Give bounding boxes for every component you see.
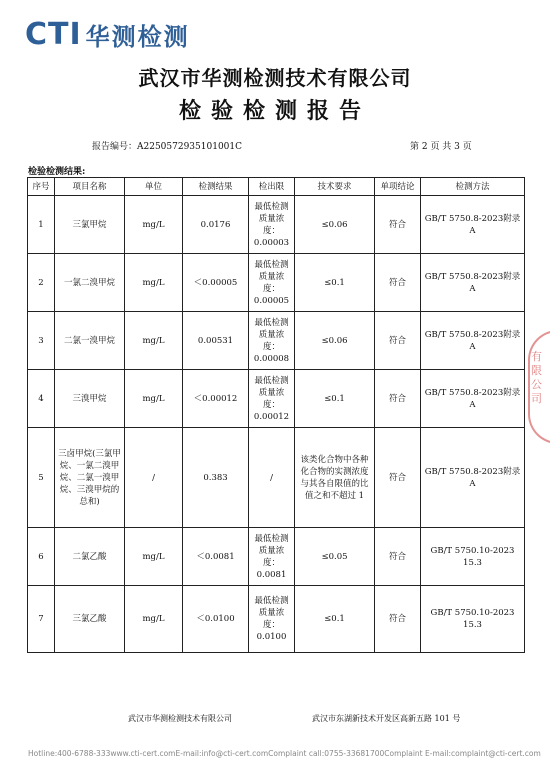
table-row [28, 528, 525, 586]
cell-requirement: ≤0.1 [295, 254, 375, 312]
cell-detection-limit: / [249, 428, 295, 528]
cell-method: GB/T 5750.8-2023附录 A [421, 370, 525, 428]
cell-item: 三氯甲烷 [55, 196, 125, 254]
table-header-row [28, 178, 525, 196]
cell-result: 0.0176 [183, 196, 249, 254]
cell-conclusion: 符合 [375, 196, 421, 254]
cell-item: 三氯乙酸 [55, 586, 125, 653]
header-item: 项目名称 [55, 178, 125, 196]
results-table [27, 177, 525, 653]
cell-requirement: ≤0.05 [295, 528, 375, 586]
cell-detection-limit: 最低检测质量浓度：0.00005 [249, 254, 295, 312]
table-row [28, 254, 525, 312]
cell-unit: mg/L [125, 254, 183, 312]
cell-conclusion: 符合 [375, 428, 421, 528]
cell-detection-limit: 最低检测质量浓度：0.0100 [249, 586, 295, 653]
cell-detection-limit: 最低检测质量浓度：0.00012 [249, 370, 295, 428]
table-row [28, 196, 525, 254]
cell-result: ＜0.0081 [183, 528, 249, 586]
report-title: 检验检测报告 [178, 98, 371, 124]
header-result: 检测结果 [183, 178, 249, 196]
cell-item: 二氯乙酸 [55, 528, 125, 586]
cell-unit: mg/L [125, 370, 183, 428]
cell-unit: mg/L [125, 586, 183, 653]
cell-conclusion: 符合 [375, 370, 421, 428]
footer-address: 武汉市东湖新技术开发区高新五路 101 号 [312, 714, 461, 723]
complaint-call: Complaint call:0755-33681700 [268, 749, 385, 758]
cell-method: GB/T 5750.8-2023附录 A [421, 254, 525, 312]
table-row [28, 428, 525, 528]
cell-detection-limit: 最低检测质量浓度：0.00003 [249, 196, 295, 254]
header-index: 序号 [28, 178, 55, 196]
cell-index: 5 [28, 428, 55, 528]
cell-requirement: ≤0.06 [295, 312, 375, 370]
table-row [28, 370, 525, 428]
cell-result: ＜0.00005 [183, 254, 249, 312]
page-indicator: 第 2 页 共 3 页 [410, 142, 472, 152]
cell-item: 二氯一溴甲烷 [55, 312, 125, 370]
cell-result: ＜0.0100 [183, 586, 249, 653]
cell-requirement: ≤0.1 [295, 586, 375, 653]
table-row [28, 586, 525, 653]
cell-method: GB/T 5750.8-2023附录 A [421, 196, 525, 254]
cell-conclusion: 符合 [375, 312, 421, 370]
cell-detection-limit: 最低检测质量浓度：0.0081 [249, 528, 295, 586]
header-conclusion: 单项结论 [375, 178, 421, 196]
cell-conclusion: 符合 [375, 528, 421, 586]
email: E-mail:info@cti-cert.com [175, 749, 269, 758]
footer-company: 武汉市华测检测技术有限公司 [128, 714, 232, 723]
cell-item: 三溴甲烷 [55, 370, 125, 428]
cell-conclusion: 符合 [375, 254, 421, 312]
cell-detection-limit: 最低检测质量浓度：0.00008 [249, 312, 295, 370]
table-row [28, 312, 525, 370]
cell-index: 2 [28, 254, 55, 312]
cell-method: GB/T 5750.8-2023附录 A [421, 428, 525, 528]
logo-chinese-name: 华测检测 [85, 22, 190, 51]
section-label: 检验检测结果: [28, 167, 86, 177]
cell-index: 7 [28, 586, 55, 653]
cell-unit: mg/L [125, 196, 183, 254]
company-name: 武汉市华测检测技术有限公司 [138, 66, 412, 90]
header-requirement: 技术要求 [295, 178, 375, 196]
cell-requirement: 该类化合物中各种化合物的实测浓度与其各自限值的比值之和不超过 1 [295, 428, 375, 528]
cell-unit: mg/L [125, 528, 183, 586]
cell-conclusion: 符合 [375, 586, 421, 653]
seal-text: 有限公司 [531, 350, 542, 405]
cell-item: 一氯二溴甲烷 [55, 254, 125, 312]
cell-requirement: ≤0.1 [295, 370, 375, 428]
header-detection-limit: 检出限 [249, 178, 295, 196]
cell-requirement: ≤0.06 [295, 196, 375, 254]
cell-index: 1 [28, 196, 55, 254]
complaint-email: Complaint E-mail:complaint@cti-cert.com [384, 749, 541, 758]
report-number: 报告编号：A2250572935101001C [92, 142, 243, 152]
header-method: 检测方法 [421, 178, 525, 196]
hotline: Hotline:400-6788-333 [28, 749, 111, 758]
logo-brand: CTI [25, 16, 82, 52]
cell-item: 三卤甲烷(三氯甲烷、一氯二溴甲烷、二氯一溴甲烷、三溴甲烷的总和) [55, 428, 125, 528]
cell-unit: / [125, 428, 183, 528]
cell-method: GB/T 5750.8-2023附录 A [421, 312, 525, 370]
cti-logo [25, 14, 190, 54]
cell-result: 0.383 [183, 428, 249, 528]
website: www.cti-cert.com [110, 749, 176, 758]
cell-index: 3 [28, 312, 55, 370]
cell-result: 0.00531 [183, 312, 249, 370]
cell-method: GB/T 5750.10-2023 15.3 [421, 586, 525, 653]
cell-index: 4 [28, 370, 55, 428]
header-unit: 单位 [125, 178, 183, 196]
cell-index: 6 [28, 528, 55, 586]
contact-line [28, 749, 541, 758]
cell-method: GB/T 5750.10-2023 15.3 [421, 528, 525, 586]
cell-result: ＜0.00012 [183, 370, 249, 428]
cell-unit: mg/L [125, 312, 183, 370]
